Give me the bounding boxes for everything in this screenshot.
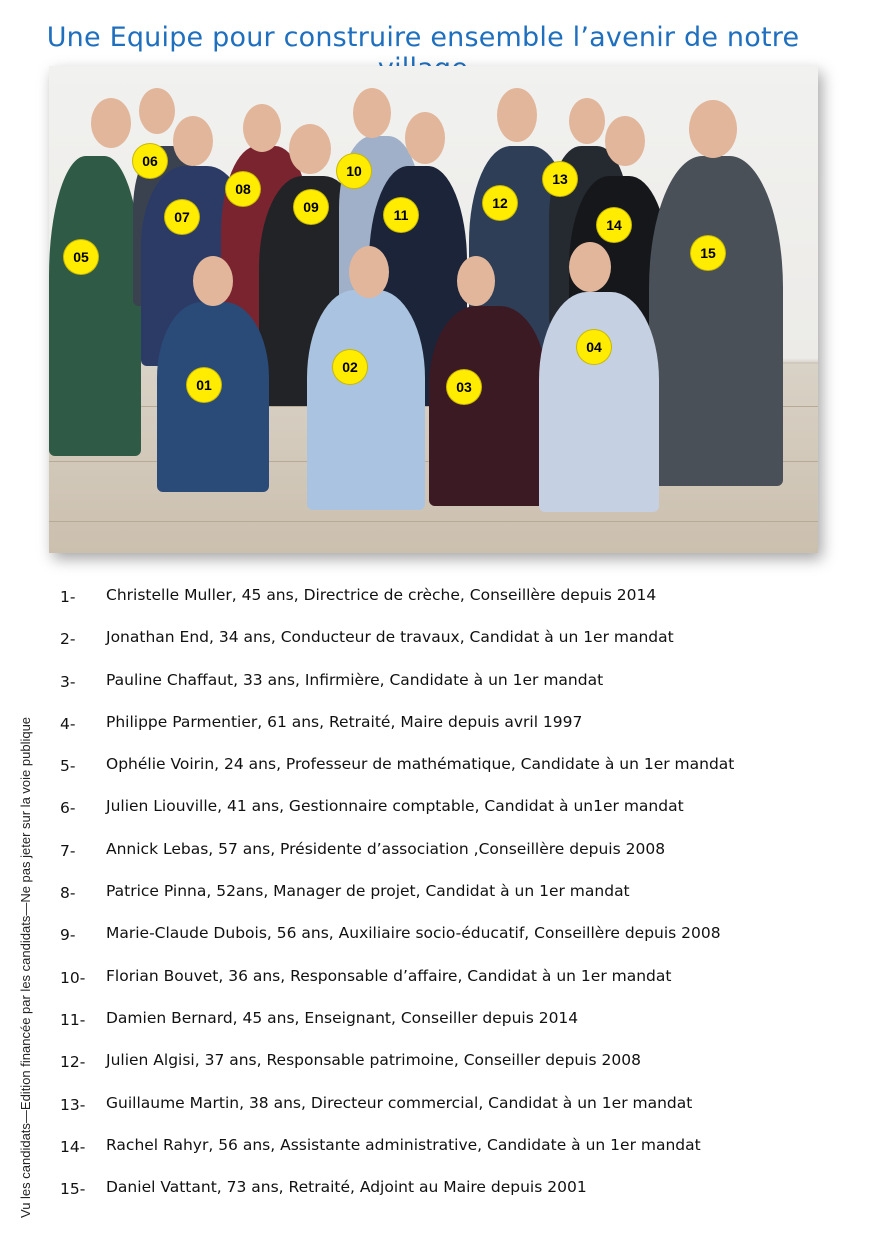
- list-number: 4-: [60, 714, 76, 733]
- marker-11: 11: [384, 198, 418, 232]
- person-head: [91, 98, 131, 148]
- person-figure: [539, 292, 659, 512]
- list-number: 9-: [60, 926, 76, 945]
- list-text: Pauline Chaffaut, 33 ans, Infirmière, Candidate à un 1er mandat: [106, 670, 604, 689]
- marker-08: 08: [226, 172, 260, 206]
- list-number: 15-: [60, 1180, 86, 1199]
- list-number: 2-: [60, 630, 76, 649]
- person-head: [243, 104, 281, 152]
- list-number: 8-: [60, 884, 76, 903]
- person-head: [689, 100, 737, 158]
- marker-02: 02: [333, 350, 367, 384]
- person-head: [569, 98, 605, 144]
- marker-04: 04: [577, 330, 611, 364]
- page-title: Une Equipe pour construire ensemble l’avenir de notre: [46, 22, 800, 53]
- marker-12: 12: [483, 186, 517, 220]
- marker-14: 14: [597, 208, 631, 242]
- list-text: Ophélie Voirin, 24 ans, Professeur de mathématique, Candidate à un 1er mandat: [106, 755, 735, 774]
- marker-09: 09: [294, 190, 328, 224]
- person-head: [605, 116, 645, 166]
- marker-10: 10: [337, 154, 371, 188]
- marker-15: 15: [691, 236, 725, 270]
- list-number: 3-: [60, 672, 76, 691]
- marker-03: 03: [447, 370, 481, 404]
- list-number: 13-: [60, 1095, 86, 1114]
- list-text: Jonathan End, 34 ans, Conducteur de travaux, Candidat à un 1er mandat: [106, 628, 674, 647]
- marker-06: 06: [133, 144, 167, 178]
- list-text: Annick Lebas, 57 ans, Présidente d’association ,Conseillère depuis 2008: [106, 839, 666, 858]
- person-figure: [649, 156, 783, 486]
- list-text: Damien Bernard, 45 ans, Enseignant, Conseiller depuis 2014: [106, 1008, 579, 1027]
- list-number: 14-: [60, 1137, 86, 1156]
- list-text: Daniel Vattant, 73 ans, Retraité, Adjoint au Maire depuis 2001: [106, 1178, 587, 1197]
- person-head: [349, 246, 389, 298]
- list-text: Christelle Muller, 45 ans, Directrice de crèche, Conseillère depuis 2014: [106, 586, 657, 604]
- marker-07: 07: [165, 200, 199, 234]
- list-number: 6-: [60, 799, 76, 818]
- list-text: Patrice Pinna, 52ans, Manager de projet, Candidat à un 1er mandat: [106, 882, 630, 901]
- person-figure: [49, 156, 141, 456]
- person-head: [289, 124, 331, 174]
- list-text: Rachel Rahyr, 56 ans, Assistante administrative, Candidate à un 1er mandat: [106, 1135, 701, 1154]
- person-head: [569, 242, 611, 292]
- person-head: [497, 88, 537, 142]
- marker-01: 01: [187, 368, 221, 402]
- person-head: [405, 112, 445, 164]
- person-figure: [429, 306, 547, 506]
- list-number: 5-: [60, 757, 76, 776]
- legal-side-note: Vu les candidats—Edition financée par les candidats—Ne pas jeter sur la voie publique: [18, 716, 33, 1218]
- floor-tile-line: [49, 521, 818, 522]
- list-number: 1-: [60, 588, 76, 606]
- marker-05: 05: [64, 240, 98, 274]
- list-number: 10-: [60, 968, 86, 987]
- list-text: Julien Liouville, 41 ans, Gestionnaire comptable, Candidat à un1er mandat: [106, 797, 684, 816]
- person-figure: [307, 290, 425, 510]
- list-text: Marie-Claude Dubois, 56 ans, Auxiliaire socio-éducatif, Conseillère depuis 2008: [106, 924, 721, 943]
- person-head: [353, 88, 391, 138]
- list-text: Guillaume Martin, 38 ans, Directeur commercial, Candidat à un 1er mandat: [106, 1093, 693, 1112]
- person-head: [457, 256, 495, 306]
- person-head: [173, 116, 213, 166]
- list-text: Julien Algisi, 37 ans, Responsable patrimoine, Conseiller depuis 2008: [106, 1051, 641, 1070]
- list-number: 7-: [60, 841, 76, 860]
- list-text: Florian Bouvet, 36 ans, Responsable d’affaire, Candidat à un 1er mandat: [106, 966, 672, 985]
- list-text: Philippe Parmentier, 61 ans, Retraité, Maire depuis avril 1997: [106, 712, 583, 731]
- person-head: [193, 256, 233, 306]
- marker-13: 13: [543, 162, 577, 196]
- person-head: [139, 88, 175, 134]
- list-number: 12-: [60, 1053, 86, 1072]
- list-number: 11-: [60, 1010, 86, 1029]
- team-photo: [49, 66, 818, 553]
